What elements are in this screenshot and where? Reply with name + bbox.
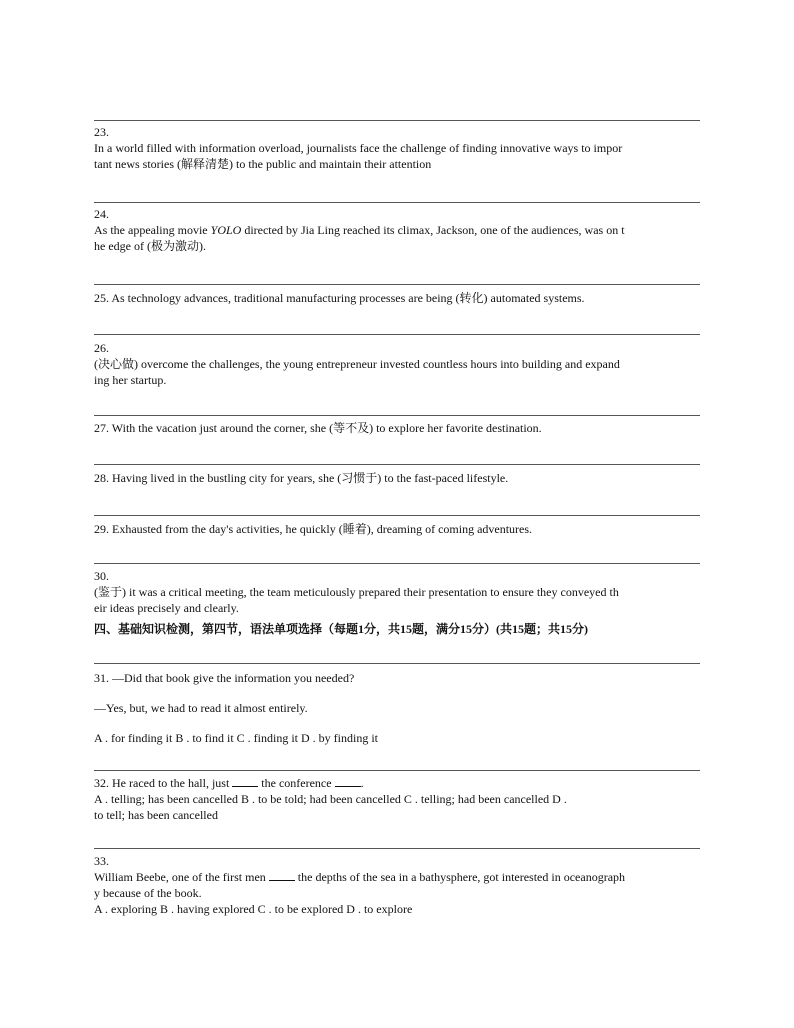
question-text-line: —Yes, but, we had to read it almost entirely. [94, 701, 308, 715]
question-number: 24. [94, 207, 109, 221]
question-31 [94, 670, 700, 746]
question-29 [94, 521, 700, 537]
question-text-line: In a world filled with information overload, journalists face the challenge of finding innovative ways to impor [94, 141, 623, 155]
question-text-line: tant news stories (解释清楚) to the public and maintain their attention [94, 157, 432, 171]
question-32 [94, 775, 700, 823]
question-divider [94, 284, 700, 285]
section-heading: 四、基础知识检测，第四节，语法单项选择（每题1分，共15题，满分15分）(共15题；共15分) [94, 622, 588, 636]
question-text-line [94, 775, 700, 791]
question-33 [94, 853, 700, 917]
question-number: 30. [94, 569, 109, 583]
question-text-part: William Beebe, one of the first men [94, 870, 269, 884]
question-text-part: the conference [258, 776, 335, 790]
answer-blank [335, 776, 361, 787]
question-24 [94, 206, 700, 254]
question-text-line: eir ideas precisely and clearly. [94, 601, 239, 615]
question-text-part: 32. He raced to the hall, just [94, 776, 233, 790]
question-25 [94, 290, 700, 306]
question-text-line [94, 222, 700, 238]
question-text-line [94, 869, 700, 885]
answer-options: A . exploring B . having explored C . to be explored D . to explore [94, 902, 413, 916]
question-30 [94, 568, 700, 616]
movie-title: YOLO [210, 223, 242, 237]
answer-options: A . telling; has been cancelled B . to be told; had been cancelled C . telling; had been cancelled D . [94, 792, 567, 806]
question-number: 23. [94, 125, 109, 139]
question-text-line: 28. Having lived in the bustling city for years, she (习惯于) to the fast-paced lifestyle. [94, 471, 509, 485]
question-27 [94, 420, 700, 436]
question-divider [94, 464, 700, 465]
question-text-line: ing her startup. [94, 373, 167, 387]
question-text-part: directed by Jia Ling reached its climax, Jackson, one of the audiences, was on t [241, 223, 625, 237]
question-divider [94, 120, 700, 121]
question-divider [94, 563, 700, 564]
question-text-part: the depths of the sea in a bathysphere, got interested in oceanograph [294, 870, 626, 884]
question-text-line: (决心做) overcome the challenges, the young entrepreneur invested countless hours into building and expand [94, 357, 620, 371]
question-28 [94, 470, 700, 486]
question-text-line: 31. —Did that book give the information you needed? [94, 671, 355, 685]
question-text-line: 29. Exhausted from the day's activities, he quickly (睡着), dreaming of coming adventures. [94, 522, 533, 536]
question-text-line: y because of the book. [94, 886, 202, 900]
question-text-part: As the appealing movie [94, 223, 211, 237]
answer-blank [269, 870, 295, 881]
question-divider [94, 770, 700, 771]
question-divider [94, 202, 700, 203]
question-text-line: (鉴于) it was a critical meeting, the team meticulously prepared their presentation to ensure they conveyed th [94, 585, 619, 599]
question-text-line: he edge of (极为激动). [94, 239, 206, 253]
answer-options: A . for finding it B . to find it C . finding it D . by finding it [94, 731, 378, 745]
question-number: 33. [94, 854, 109, 868]
question-number: 26. [94, 341, 109, 355]
answer-blank [232, 776, 258, 787]
question-text-line: 25. As technology advances, traditional manufacturing processes are being (转化) automated systems. [94, 291, 585, 305]
question-26 [94, 340, 700, 388]
question-divider [94, 663, 700, 664]
question-23 [94, 124, 700, 172]
question-text-line: 27. With the vacation just around the corner, she (等不及) to explore her favorite destination. [94, 421, 542, 435]
question-divider [94, 334, 700, 335]
question-divider [94, 415, 700, 416]
question-divider [94, 515, 700, 516]
question-text-part: . [360, 776, 364, 790]
question-divider [94, 848, 700, 849]
answer-options: to tell; has been cancelled [94, 808, 218, 822]
